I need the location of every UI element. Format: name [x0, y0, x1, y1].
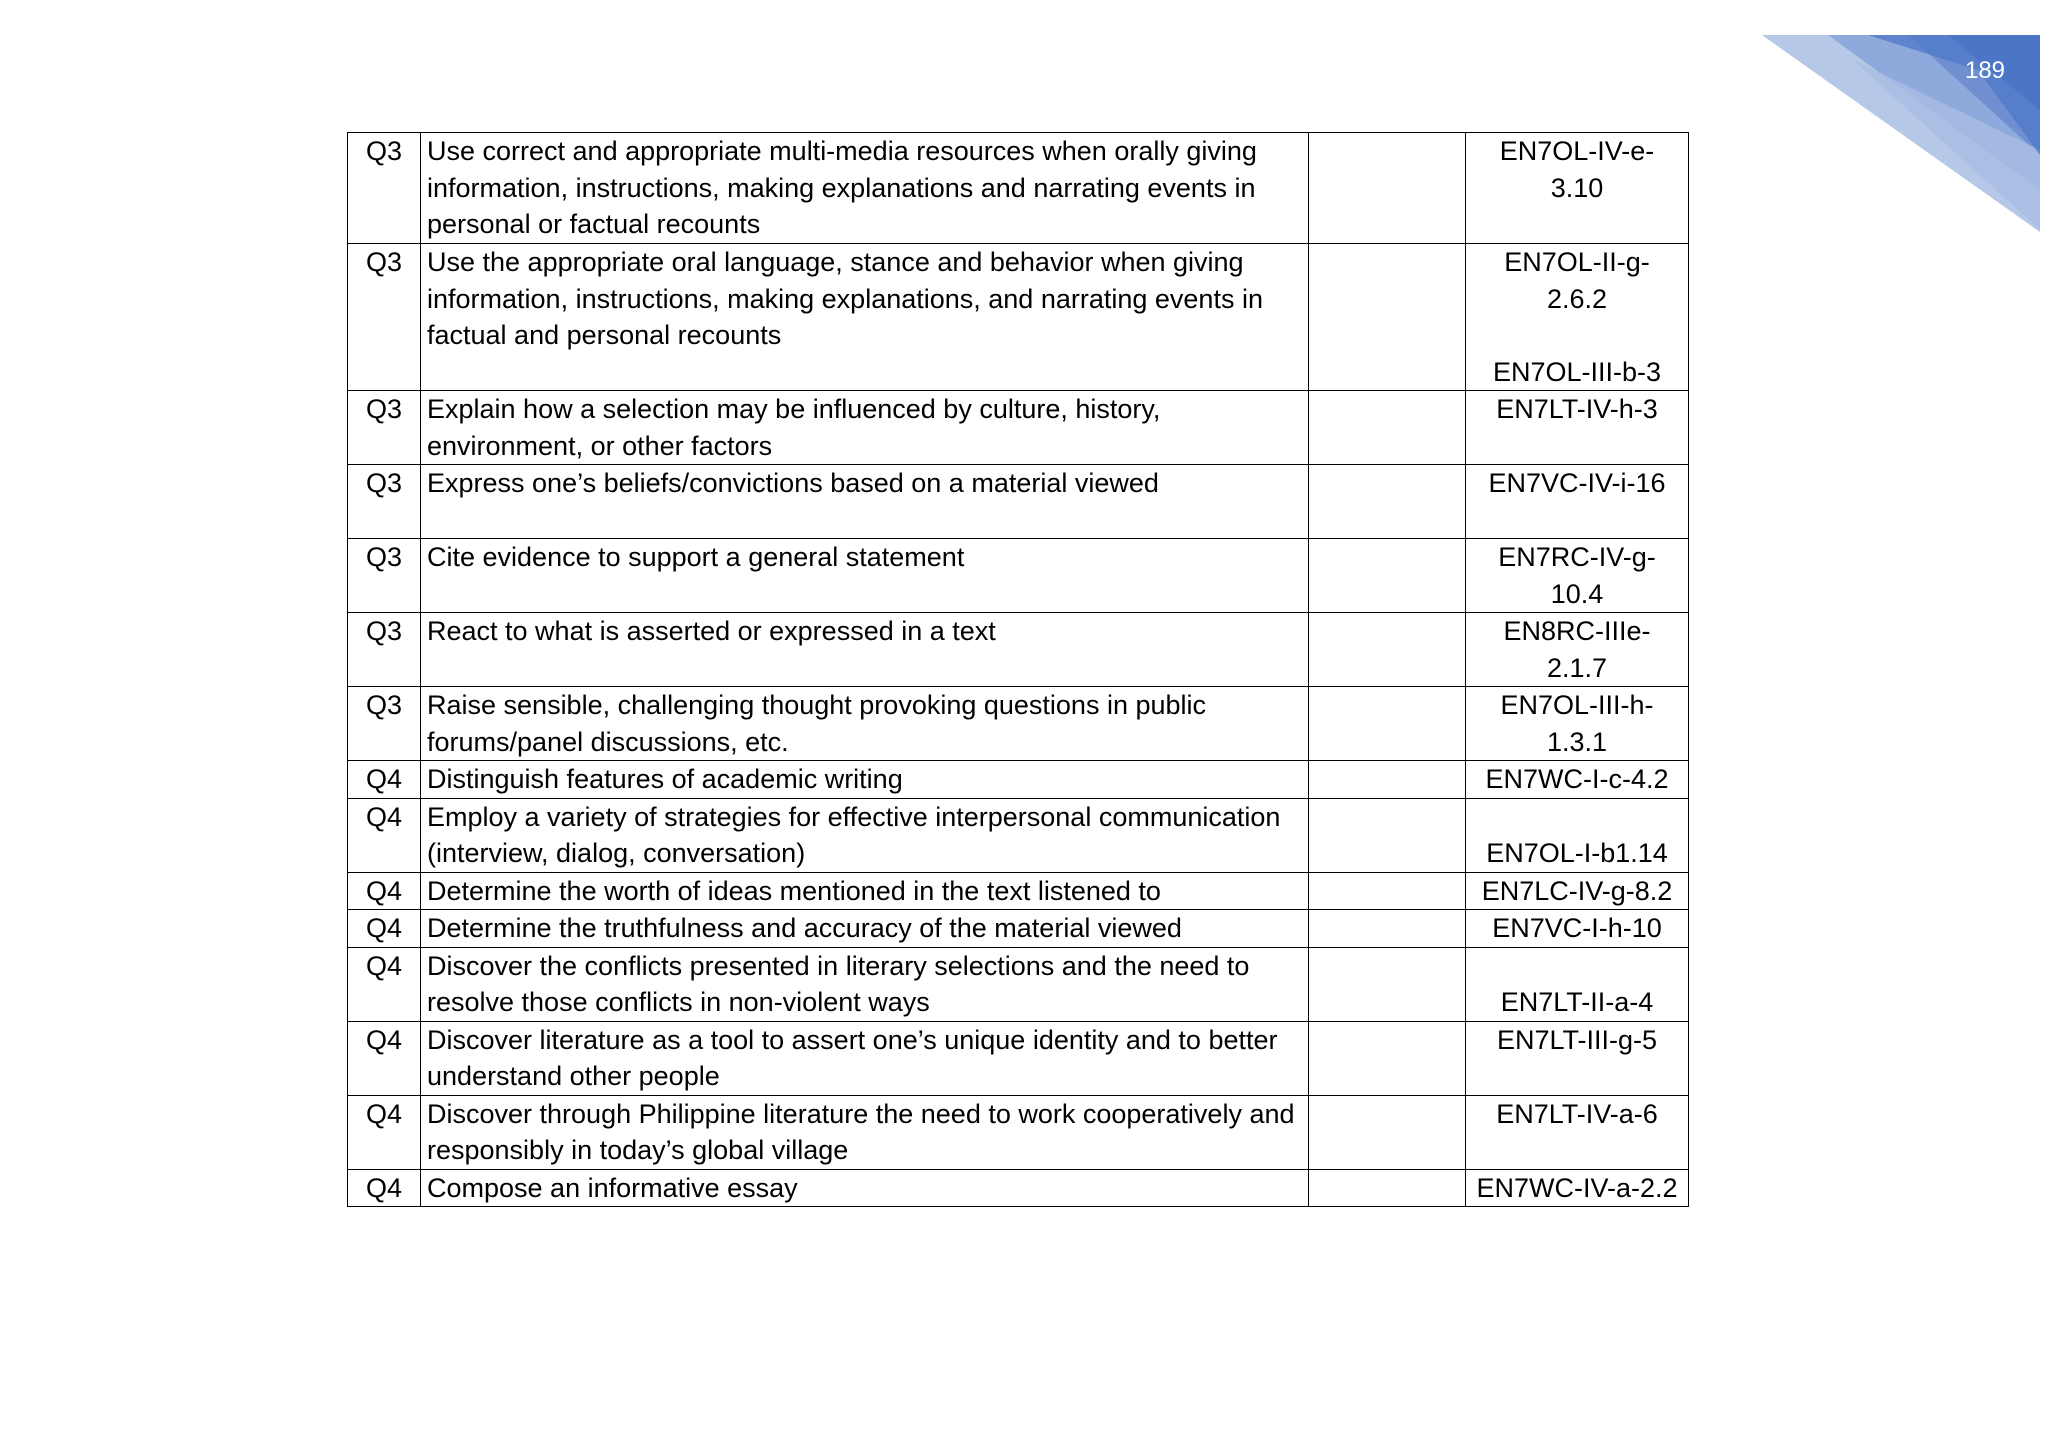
blank-cell [1309, 947, 1466, 1021]
competency-cell: React to what is asserted or expressed in a text [421, 613, 1309, 687]
competency-table [347, 132, 1689, 1207]
code-cell: EN8RC-IIIe- 2.1.7 [1466, 613, 1689, 687]
quarter-cell: Q4 [348, 798, 421, 872]
quarter-cell: Q3 [348, 133, 421, 244]
code-cell: EN7LT-IV-a-6 [1466, 1095, 1689, 1169]
quarter-cell: Q3 [348, 391, 421, 465]
code-cell: EN7WC-I-c-4.2 [1466, 761, 1689, 799]
quarter-cell: Q3 [348, 465, 421, 539]
table-row [348, 1169, 1689, 1207]
blank-cell [1309, 1095, 1466, 1169]
table-row [348, 1021, 1689, 1095]
code-cell: EN7LT-III-g-5 [1466, 1021, 1689, 1095]
quarter-cell: Q4 [348, 1169, 421, 1207]
competency-cell: Determine the truthfulness and accuracy of the material viewed [421, 910, 1309, 948]
competency-table-body [348, 133, 1689, 1207]
code-cell: EN7LC-IV-g-8.2 [1466, 872, 1689, 910]
blank-cell [1309, 465, 1466, 539]
table-row [348, 1095, 1689, 1169]
competency-cell: Raise sensible, challenging thought provoking questions in public forums/panel discussions, etc. [421, 687, 1309, 761]
table-row [348, 391, 1689, 465]
competency-cell: Explain how a selection may be influenced by culture, history, environment, or other factors [421, 391, 1309, 465]
table-row [348, 133, 1689, 244]
competency-cell: Discover the conflicts presented in literary selections and the need to resolve those conflicts in non-violent ways [421, 947, 1309, 1021]
code-cell: EN7OL-III-h- 1.3.1 [1466, 687, 1689, 761]
quarter-cell: Q3 [348, 539, 421, 613]
quarter-cell: Q4 [348, 910, 421, 948]
code-cell: EN7WC-IV-a-2.2 [1466, 1169, 1689, 1207]
competency-cell: Use the appropriate oral language, stance and behavior when giving information, instructions, making explanations, and narrating events in factual and personal recounts [421, 244, 1309, 391]
table-row [348, 244, 1689, 391]
quarter-cell: Q4 [348, 1095, 421, 1169]
blank-cell [1309, 244, 1466, 391]
blank-cell [1309, 687, 1466, 761]
competency-cell: Determine the worth of ideas mentioned in the text listened to [421, 872, 1309, 910]
table-row [348, 687, 1689, 761]
quarter-cell: Q3 [348, 613, 421, 687]
blank-cell [1309, 910, 1466, 948]
competency-cell: Discover literature as a tool to assert one’s unique identity and to better understand other people [421, 1021, 1309, 1095]
table-row [348, 539, 1689, 613]
competency-cell: Cite evidence to support a general statement [421, 539, 1309, 613]
competency-cell: Use correct and appropriate multi-media resources when orally giving information, instructions, making explanations and narrating events in personal or factual recounts [421, 133, 1309, 244]
blank-cell [1309, 539, 1466, 613]
table-row [348, 798, 1689, 872]
code-cell: EN7VC-IV-i-16 [1466, 465, 1689, 539]
quarter-cell: Q4 [348, 761, 421, 799]
competency-cell: Express one’s beliefs/convictions based on a material viewed [421, 465, 1309, 539]
quarter-cell: Q3 [348, 244, 421, 391]
code-cell: EN7LT-II-a-4 [1466, 947, 1689, 1021]
code-cell: EN7OL-I-b1.14 [1466, 798, 1689, 872]
table-row [348, 910, 1689, 948]
table-row [348, 613, 1689, 687]
blank-cell [1309, 613, 1466, 687]
competency-cell: Discover through Philippine literature the need to work cooperatively and responsibly in today’s global village [421, 1095, 1309, 1169]
code-cell: EN7RC-IV-g- 10.4 [1466, 539, 1689, 613]
blank-cell [1309, 798, 1466, 872]
table-row [348, 947, 1689, 1021]
blank-cell [1309, 133, 1466, 244]
competency-cell: Compose an informative essay [421, 1169, 1309, 1207]
blank-cell [1309, 391, 1466, 465]
quarter-cell: Q3 [348, 687, 421, 761]
blank-cell [1309, 872, 1466, 910]
table-row [348, 872, 1689, 910]
table-row [348, 761, 1689, 799]
corner-ribbon-decoration [1718, 0, 2048, 250]
code-cell: EN7VC-I-h-10 [1466, 910, 1689, 948]
quarter-cell: Q4 [348, 947, 421, 1021]
code-cell: EN7OL-IV-e- 3.10 [1466, 133, 1689, 244]
competency-cell: Distinguish features of academic writing [421, 761, 1309, 799]
blank-cell [1309, 1169, 1466, 1207]
code-cell: EN7LT-IV-h-3 [1466, 391, 1689, 465]
quarter-cell: Q4 [348, 872, 421, 910]
blank-cell [1309, 1021, 1466, 1095]
page-number: 189 [1964, 57, 2006, 84]
blank-cell [1309, 761, 1466, 799]
quarter-cell: Q4 [348, 1021, 421, 1095]
table-row [348, 465, 1689, 539]
competency-cell: Employ a variety of strategies for effective interpersonal communication (interview, dialog, conversation) [421, 798, 1309, 872]
code-cell: EN7OL-II-g- 2.6.2 EN7OL-III-b-3 [1466, 244, 1689, 391]
